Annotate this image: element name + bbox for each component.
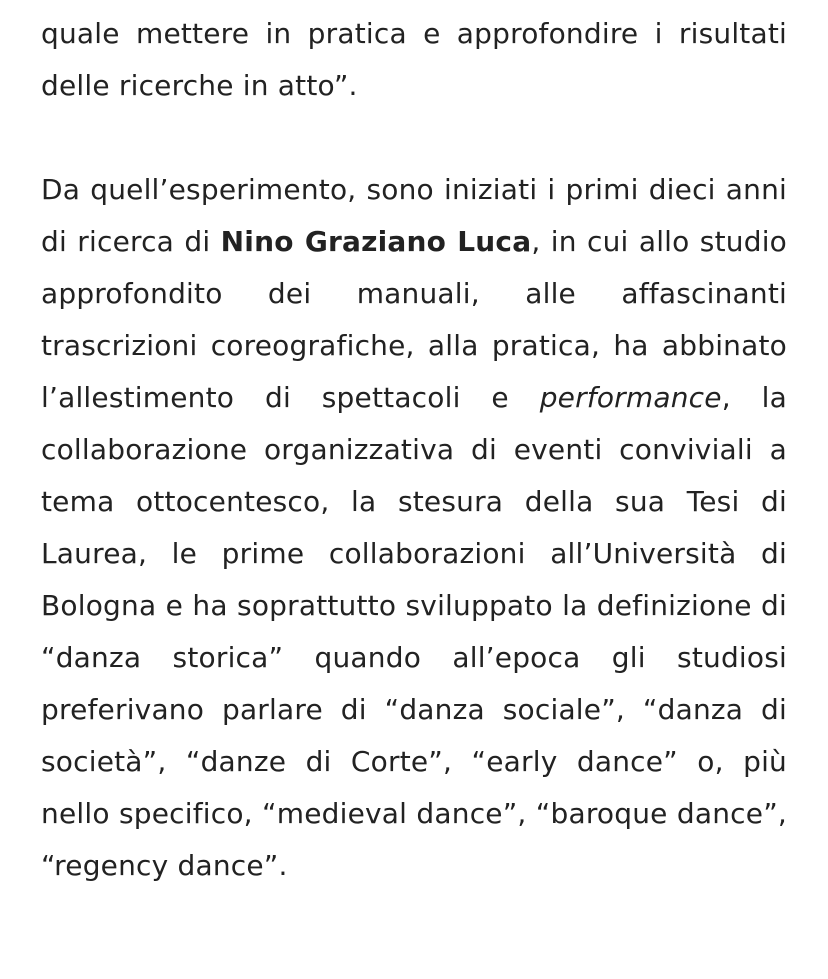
- paragraph-research: [41, 164, 787, 892]
- author-name: Nino Graziano Luca: [220, 225, 532, 258]
- paragraph-text-part3: , la collaborazione organizzativa di eventi conviviali a tema ottocentesco, la stesura della sua Tesi di Laurea, le prime collaborazioni all’Università di Bologna e ha soprattutto sviluppato la definizione di “danza storica” quando all’epoca gli studiosi preferivano parlare di “danza sociale”, “danza di società”, “danze di Corte”, “early dance” o, più nello specifico, “medieval dance”, “baroque dance”, “regency dance”.: [41, 381, 787, 882]
- italic-term: performance: [539, 381, 722, 414]
- paragraph-continuation: quale mettere in pratica e approfondire i risultati delle ricerche in atto”.: [41, 17, 787, 102]
- paragraph-text-part1: Da quell’esperimento, sono iniziati i primi dieci anni di ricerca di: [41, 173, 787, 258]
- article-body: [41, 8, 787, 892]
- paragraph-text-part2: , in cui allo studio approfondito dei manuali, alle affascinanti trascrizioni coreografiche, alla pratica, ha abbinato l’allestimento di spettacoli e: [41, 225, 787, 414]
